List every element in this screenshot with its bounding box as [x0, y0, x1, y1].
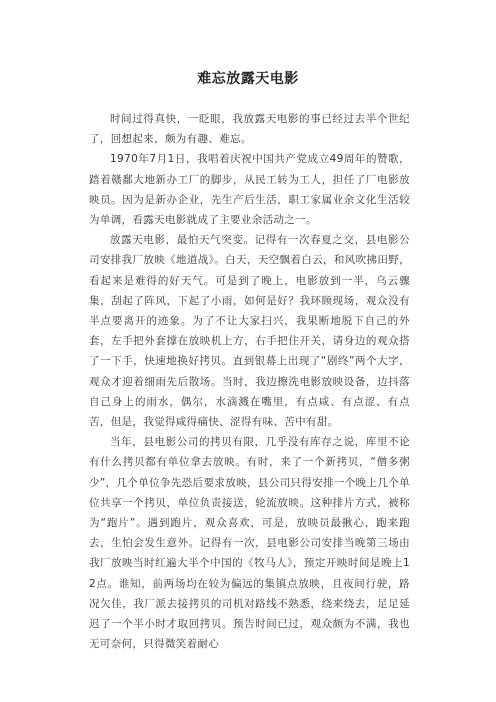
paragraph: 时间过得真快，一眨眼，我放露天电影的事已经过去半个世纪了，回想起来，颇为有趣、难忘。 — [89, 113, 410, 146]
document-title: 难忘放露天电影 — [197, 71, 299, 87]
document-body — [89, 109, 410, 654]
paragraph: 放露天电影，最怕天气突变。记得有一次春夏之交，县电影公司安排我厂放映《地道战》。白天，天空飘着白云，和风吹拂田野，看起来是难得的好天气。可是到了晚上，电影放到一半，乌云骤集，刮起了阵风，下起了小雨，如何是好？我环顾现场，观众没有半点要离开的迹象。为了不让大家扫兴，我果断地脱下自己的外套，左手把外套撑在放映机上方，右手把住开关，请身边的观众搭了一下手，快速地换好拷贝。直到银幕上出现了“剧终”两个大字，观众才迎着细雨先后散场。当时，我边擦洗电影放映设备，边抖落自己身上的雨水，偶尔，水滴溅在嘴里，有点咸、有点涩、有点苦，但是，我觉得咸得痛快、涩得有味、苦中有甜。 — [89, 234, 410, 429]
paragraph: 当年，县电影公司的拷贝有限，几乎没有库存之说，库里不论有什么拷贝都有单位拿去放映。有时，来了一个新拷贝，“僧多粥少”，几个单位争先恐后要求放映，县公司只得安排一个晚上几个单位共享一个拷贝，单位负责接送，轮流放映。这种排片方式，被称为“跑片”。遇到跑片，观众喜欢，可是，放映员最揪心，跑来跑去，生怕会发生意外。记得有一次，县电影公司安排当晚第三场由我厂放映当时红遍大半个中国的《牧马人》，预定开映时间是晚上12点。谁知，前两场均在较为偏远的集镇点放映，且夜间行驶，路况欠佳，我厂派去接拷贝的司机对路线不熟悉，绕来绕去，足足延迟了一个半小时才取回拷贝。预告时间已过，观众颇为不满，我也无可奈何，只得微笑着耐心 — [89, 436, 410, 651]
paragraph: 1970年7月1日，我唱着庆祝中国共产党成立49周年的赞歌，踏着赣鄱大地新办工厂的脚步，从民工转为工人，担任了厂电影放映员。因为是新办企业，先生产后生活，职工家属业余文化生活较为单调，看露天电影就成了主要业余活动之一。 — [89, 153, 410, 227]
